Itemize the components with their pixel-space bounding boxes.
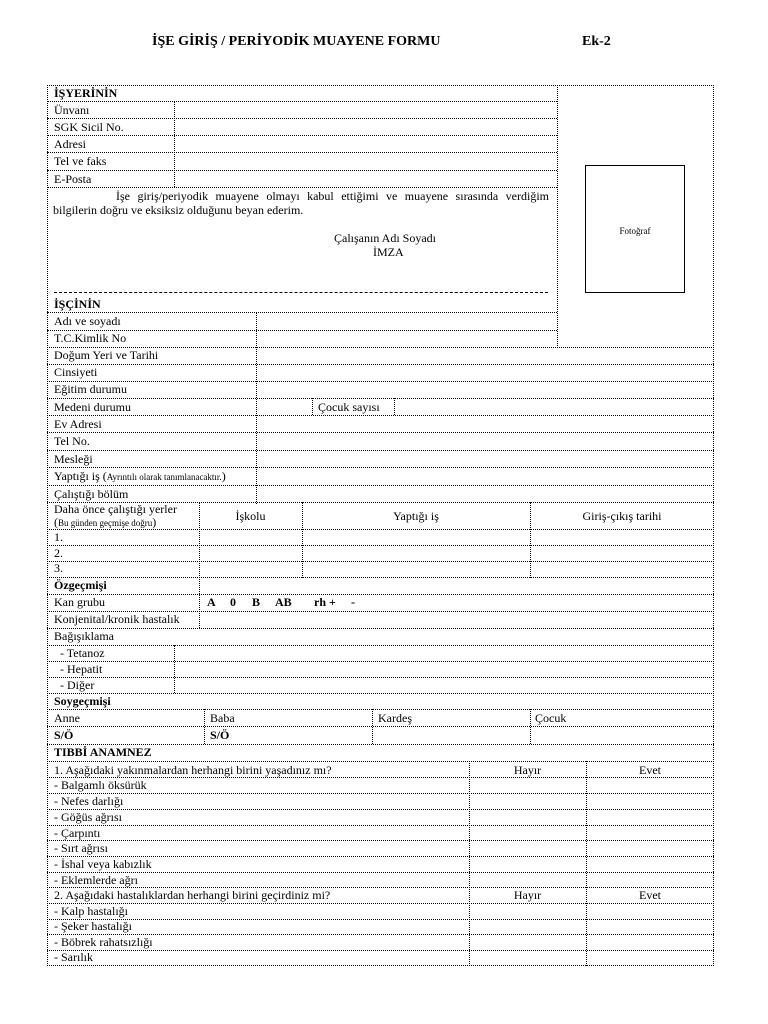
q2-no-header: Hayır [513, 888, 542, 902]
symptom-7-no-cell[interactable] [470, 873, 585, 886]
children-count-input[interactable] [395, 399, 713, 415]
symptom-3-yes-cell[interactable] [587, 810, 713, 824]
symptom-6-yes-cell[interactable] [587, 857, 713, 871]
vaccination-label: Bağışıklama [54, 629, 114, 643]
column-entry-exit-date: Giriş-çıkış tarihi [582, 509, 662, 523]
vaccine-other-input[interactable] [175, 678, 713, 693]
employee-phone-input[interactable] [257, 433, 713, 449]
symptom-label: - Balgamlı öksürük [54, 778, 147, 792]
vaccine-other-label: - Diğer [60, 678, 95, 692]
blood-group-label: Kan grubu [54, 595, 105, 609]
q2-yes-header: Evet [639, 888, 661, 902]
disease-label: - Kalp hastalığı [54, 904, 128, 918]
vaccine-tetanus-input[interactable] [175, 646, 713, 661]
disease-4-no-cell[interactable] [470, 951, 585, 965]
disease-3-no-cell[interactable] [470, 935, 585, 949]
symptom-label: - Nefes darlığı [54, 794, 124, 808]
employer-sgk-input[interactable] [175, 119, 556, 135]
disease-2-yes-cell[interactable] [587, 920, 713, 934]
column-industry: İşkolu [235, 509, 266, 523]
blood-option-0[interactable]: 0 [230, 595, 236, 609]
employee-field-gender: Cinsiyeti [54, 365, 98, 379]
previous-jobs-note: (Bu günden geçmişe doğru) [54, 515, 157, 529]
disease-4-yes-cell[interactable] [587, 951, 713, 965]
marital-status-input[interactable] [257, 399, 311, 415]
employee-name-input[interactable] [257, 313, 556, 329]
anamnesis-heading: TIBBİ ANAMNEZ [54, 745, 152, 759]
employee-field-birth: Doğum Yeri ve Tarihi [54, 348, 159, 362]
previous-job-row-number: 1. [54, 530, 63, 544]
father-status[interactable]: S/Ö [210, 728, 230, 742]
family-child-label: Çocuk [535, 711, 567, 725]
employee-field-occupation: Mesleği [54, 452, 93, 466]
previous-job-row-3[interactable] [200, 562, 713, 576]
symptom-label: - Çarpıntı [54, 826, 101, 840]
previous-job-row-number: 3. [54, 561, 63, 575]
congenital-disease-label: Konjenital/kronik hastalık [54, 612, 180, 626]
photo-box [585, 165, 685, 293]
disease-1-no-cell[interactable] [470, 904, 585, 918]
blood-option-rh-positive[interactable]: rh + [314, 595, 336, 609]
employer-heading: İŞYERİNİN [54, 86, 118, 100]
employee-field-name: Adı ve soyadı [54, 314, 121, 328]
employer-address-input[interactable] [175, 136, 556, 152]
family-sibling-label: Kardeş [378, 711, 412, 725]
employer-email-input[interactable] [175, 171, 556, 187]
congenital-disease-input[interactable] [200, 612, 713, 627]
employee-field-education: Eğitim durumu [54, 382, 127, 396]
form-title: İŞE GİRİŞ / PERİYODİK MUAYENE FORMU [152, 34, 441, 49]
employer-field-sgk: SGK Sicil No. [54, 120, 124, 134]
symptom-2-yes-cell[interactable] [587, 794, 713, 808]
disease-2-no-cell[interactable] [470, 920, 585, 934]
previous-jobs-label: Daha önce çalıştığı yerler [54, 502, 177, 516]
question-1: 1. Aşağıdaki yakınmalardan herhangi birini yaşadınız mı? [54, 763, 332, 777]
mother-status[interactable]: S/Ö [54, 728, 74, 742]
employee-id-input[interactable] [257, 331, 556, 347]
employee-field-marital: Medeni durumu [54, 400, 131, 414]
symptom-6-no-cell[interactable] [470, 857, 585, 871]
symptom-label: - Eklemlerde ağrı [54, 873, 138, 887]
employee-home-address-input[interactable] [257, 416, 713, 432]
employee-gender-input[interactable] [257, 365, 713, 381]
symptom-7-yes-cell[interactable] [587, 873, 713, 886]
employer-field-phone: Tel ve faks [54, 154, 107, 168]
previous-job-row-2[interactable] [200, 546, 713, 560]
sibling-status-input[interactable] [373, 727, 529, 743]
vaccine-hepatitis-label: - Hepatit [60, 662, 103, 676]
blood-option-a[interactable]: A [207, 595, 216, 609]
employee-heading: İŞÇİNİN [54, 297, 101, 311]
blood-option-rh-negative[interactable]: - [351, 595, 355, 609]
employee-occupation-input[interactable] [257, 451, 713, 467]
symptom-1-no-cell[interactable] [470, 778, 585, 792]
symptom-1-yes-cell[interactable] [587, 778, 713, 792]
employee-job-input[interactable] [257, 468, 713, 484]
employee-field-department: Çalıştığı bölüm [54, 487, 129, 501]
employer-field-address: Adresi [54, 137, 86, 151]
symptom-4-yes-cell[interactable] [587, 826, 713, 840]
photo-column-divider [557, 85, 558, 348]
employee-birth-input[interactable] [257, 348, 713, 364]
previous-job-row-1[interactable] [200, 530, 713, 544]
symptom-label: - İshal veya kabızlık [54, 857, 152, 871]
signature-line[interactable] [54, 292, 548, 293]
symptom-label: - Göğüs ağrısı [54, 810, 122, 824]
employee-field-home-address: Ev Adresi [54, 417, 102, 431]
blood-option-b[interactable]: B [252, 595, 261, 609]
q1-yes-header: Evet [639, 763, 661, 777]
family-mother-label: Anne [54, 711, 80, 725]
family-father-label: Baba [210, 711, 235, 725]
employee-education-input[interactable] [257, 382, 713, 398]
employee-name-label: Çalışanın Adı Soyadı [334, 231, 436, 245]
employee-field-id: T.C.Kimlik No [54, 331, 127, 345]
declaration-text: İşe giriş/periyodik muayene olmayı kabul ettiğimi ve muayene sırasında verdiğim bilgilerin doğru ve eksiksiz olduğunu beyan ederim. [53, 189, 549, 217]
employee-field-phone: Tel No. [54, 434, 90, 448]
disease-3-yes-cell[interactable] [587, 935, 713, 949]
column-job-done: Yaptığı iş [393, 509, 439, 523]
previous-job-row-number: 2. [54, 546, 63, 560]
employee-department-input[interactable] [257, 486, 713, 502]
blood-option-ab[interactable]: AB [275, 595, 292, 609]
q1-no-header: Hayır [513, 763, 542, 777]
symptom-3-no-cell[interactable] [470, 810, 585, 824]
disease-label: - Böbrek rahatsızlığı [54, 935, 153, 949]
disease-label: - Sarılık [54, 950, 93, 964]
employer-title-input[interactable] [175, 102, 556, 118]
photo-label: Fotoğraf [619, 226, 651, 236]
family-history-heading: Soygeçmişi [54, 694, 111, 708]
symptom-4-no-cell[interactable] [470, 826, 585, 840]
employer-field-title: Ünvanı [54, 103, 90, 117]
symptom-2-no-cell[interactable] [470, 794, 585, 808]
question-2: 2. Aşağıdaki hastalıklardan herhangi birini geçirdiniz mi? [54, 888, 331, 902]
vaccine-hepatitis-input[interactable] [175, 662, 713, 677]
symptom-5-no-cell[interactable] [470, 841, 585, 855]
disease-1-yes-cell[interactable] [587, 904, 713, 918]
symptom-5-yes-cell[interactable] [587, 841, 713, 855]
vaccine-tetanus-label: - Tetanoz [60, 646, 105, 660]
employer-field-email: E-Posta [54, 172, 92, 186]
children-count-label: Çocuk sayısı [318, 400, 380, 414]
child-status-input[interactable] [531, 727, 713, 743]
employer-phone-input[interactable] [175, 153, 556, 169]
symptom-label: - Sırt ağrısı [54, 841, 108, 855]
disease-label: - Şeker hastalığı [54, 919, 132, 933]
history-heading: Özgeçmişi [54, 578, 107, 592]
signature-label: İMZA [373, 245, 404, 259]
form-code: Ek-2 [582, 34, 611, 49]
employee-field-job: Yaptığı iş (Ayrıntılı olarak tanımlanacaktır.) [54, 469, 226, 483]
